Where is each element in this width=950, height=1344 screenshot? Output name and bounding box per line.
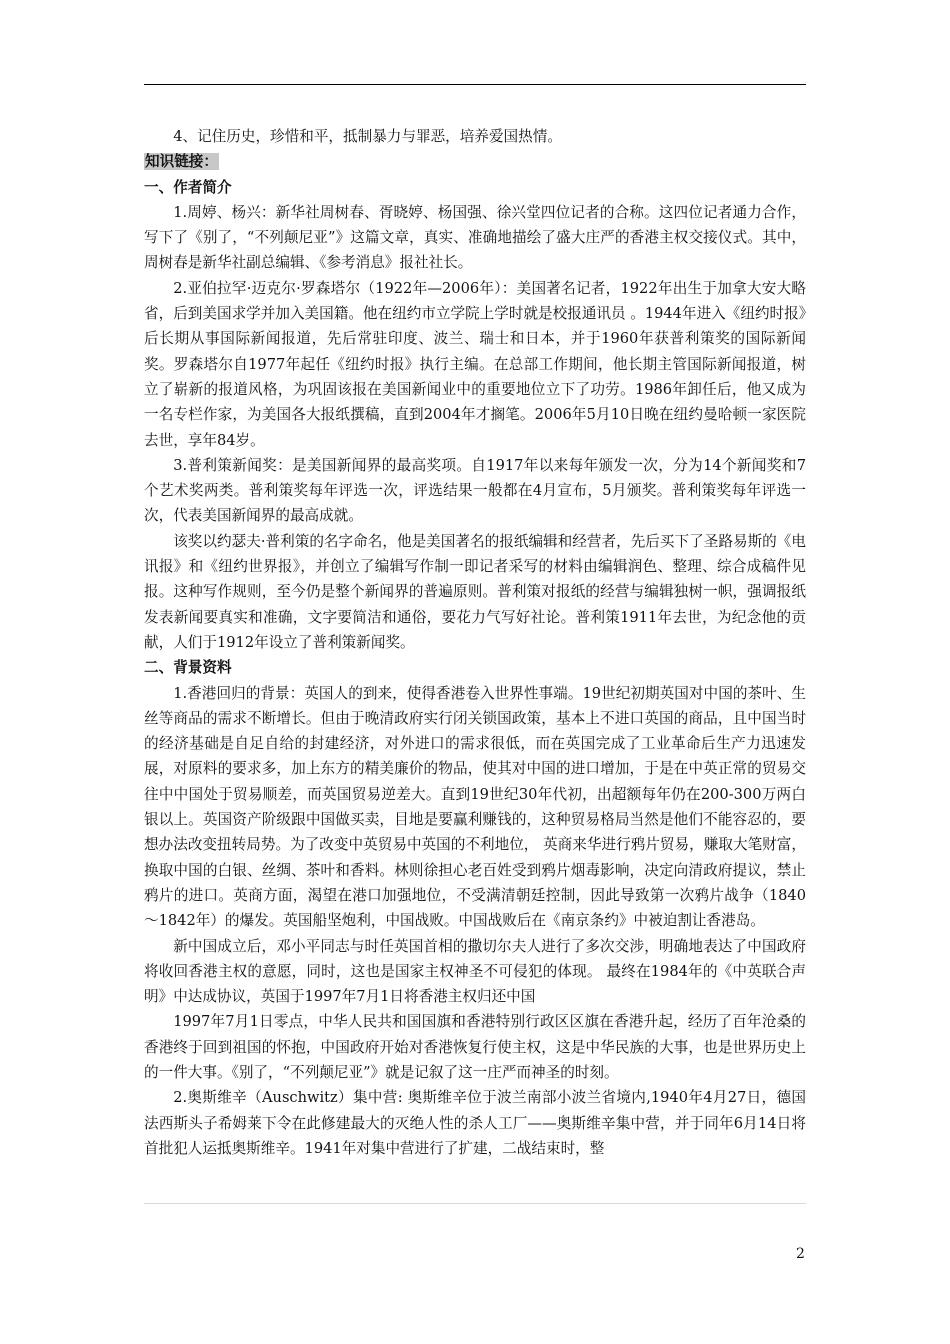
knowledge-label-line bbox=[144, 149, 806, 174]
document-body bbox=[144, 124, 806, 1161]
page-number: 2 bbox=[796, 1246, 805, 1262]
background-paragraph-1: 1.香港回归的背景：英国人的到来，使得香港卷入世界性事端。19世纪初期英国对中国的茶叶、生丝等商品的需求不断增长。但由于晚清政府实行闭关锁国政策，基本上不进口英国的商品，且中国当时的经济基础是自足自给的封建经济，对外进口的需求很低，而在英国完成了工业革命后生产力迅速发展，对原料的要求多，加上东方的精美廉价的物品，使其对中国的进口增加，于是在中英正常的贸易交往中中国处于贸易顺差，而英国贸易逆差大。直到19世纪30年代初，出超额每年仍在200-300万两白银以上。英国资产阶级跟中国做买卖，目地是要赢利赚钱的，这种贸易格局当然是他们不能容忍的，要想办法改变扭转局势。为了改变中英贸易中英国的不利地位， 英商来华进行鸦片贸易，赚取大笔财富，换取中国的白银、丝绸、茶叶和香料。林则徐担心老百姓受到鸦片烟毒影响，决定向清政府提议，禁止鸦片的进口。英商方面，渴望在港口加强地位，不受满清朝廷控制，因此导致第一次鸦片战争（1840～1842年）的爆发。英国船坚炮利，中国战败。中国战败后在《南京条约》中被迫割让香港岛。 bbox=[144, 684, 806, 930]
background-paragraph-4: 2.奥斯维辛（Auschwitz）集中营: 奥斯维辛位于波兰南部小波兰省境内,1940年4月27日，德国法西斯头子希姆莱下令在此修建最大的灭绝人性的杀人工厂——奥斯维辛集中营，并于同年6月14日将首批犯人运抵奥斯维辛。1941年对集中营进行了扩建，二战结束时，整 bbox=[144, 1089, 806, 1157]
footer-rule bbox=[144, 1203, 806, 1204]
intro-item: 4、记住历史，珍惜和平，抵制暴力与罪恶，培养爱国热情。 bbox=[173, 128, 562, 145]
section-heading-background: 二、背景资料 bbox=[144, 659, 232, 677]
knowledge-link-label: 知识链接： bbox=[145, 153, 218, 171]
author-paragraph-1: 1.周婷、杨兴：新华社周树春、胥晓婷、杨国强、徐兴堂四位记者的合称。这四位记者通力合作，写下了《别了，“不列颠尼亚”》这篇文章，真实、准确地描绘了盛大庄严的香港主权交接仪式。其中，周树春是新华社副总编辑、《参考消息》报社社长。 bbox=[144, 203, 806, 272]
background-paragraph-2: 新中国成立后，邓小平同志与时任英国首相的撒切尔夫人进行了多次交涉，明确地表达了中国政府将收回香港主权的意愿，同时，这也是国家主权神圣不可侵犯的体现。 最终在1984年的《中英联合声明》中达成协议，英国于1997年7月1日将香港主权归还中国 bbox=[144, 937, 806, 1006]
author-paragraph-4: 该奖以约瑟夫·普利策的名字命名，他是美国著名的报纸编辑和经营者，先后买下了圣路易斯的《电讯报》和《纽约世界报》，并创立了编辑写作制一即记者采写的材料由编辑润色、整理、综合成稿件见报。这种写作规则，至今仍是整个新闻界的普遍原则。普利策对报纸的经营与编辑独树一帜，强调报纸发表新闻要真实和准确，文字要简洁和通俗，要花力气写好社论。普利策1911年去世，为纪念他的贡献，人们于1912年设立了普利策新闻奖。 bbox=[144, 532, 806, 651]
author-paragraph-2: 2.亚伯拉罕·迈克尔·罗森塔尔（1922年—2006年）：美国著名记者，1922年出生于加拿大安大略省，后到美国求学并加入美国籍。他在纽约市立学院上学时就是校报通讯员 。1944年进入《纽约时报》后长期从事国际新闻报道，先后常驻印度、波兰、瑞士和日本，并于1960年获普利策奖的国际新闻奖。罗森塔尔自1977年起任《纽约时报》执行主编。在总部工作期间，他长期主管国际新闻报道，树立了崭新的报道风格，为巩固该报在美国新闻业中的重要地位立下了功劳。1986年卸任后，他又成为一名专栏作家，为美国各大报纸撰稿，直到2004年才搁笔。2006年5月10日晚在纽约曼哈顿一家医院去世，享年84岁。 bbox=[144, 279, 807, 449]
header-rule bbox=[144, 84, 806, 85]
section-heading-author: 一、作者简介 bbox=[144, 178, 232, 196]
background-paragraph-3: 1997年7月1日零点，中华人民共和国国旗和香港特别行政区区旗在香港升起，经历了百年沧桑的香港终于回到祖国的怀抱，中国政府开始对香港恢复行使主权，这是中华民族的大事，也是世界历史上的一件大事。《别了，“不列颠尼亚”》就是记叙了这一庄严而神圣的时刻。 bbox=[144, 1013, 806, 1081]
author-paragraph-3: 3.普利策新闻奖：是美国新闻界的最高奖项。自1917年以来每年颁发一次，分为14个新闻奖和7个艺术奖两类。普利策奖每年评选一次，评选结果一般都在4月宣布，5月颁奖。普利策奖每年评选一次，代表美国新闻界的最高成就。 bbox=[144, 456, 806, 525]
